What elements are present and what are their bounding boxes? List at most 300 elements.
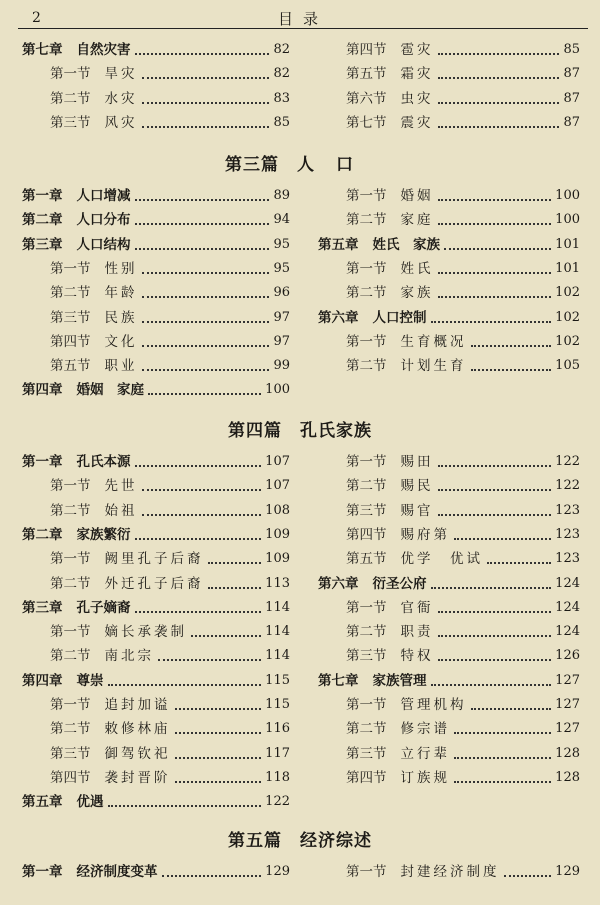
entry-title: 官衙 <box>400 599 434 616</box>
entry-number: 第七章 <box>318 672 359 689</box>
entry-label <box>50 622 187 642</box>
toc-section-entry <box>22 744 290 764</box>
block1-left-column <box>22 40 290 140</box>
entry-number: 第四节 <box>50 769 91 786</box>
leader-dots <box>438 465 552 467</box>
entry-page-number: 85 <box>563 42 580 57</box>
entry-label <box>50 308 138 328</box>
entry-label <box>346 525 450 545</box>
toc-chapter-entry <box>22 598 290 618</box>
toc-chapter-entry <box>22 525 290 545</box>
entry-title: 年龄 <box>104 285 138 302</box>
leader-dots <box>438 199 552 201</box>
entry-title: 优学 优试 <box>400 551 483 568</box>
toc-section-entry <box>22 476 290 496</box>
entry-page-number: 102 <box>555 285 580 301</box>
entry-page-number: 117 <box>265 745 290 761</box>
entry-page-number: 122 <box>265 794 290 810</box>
entry-label <box>50 744 171 764</box>
block3-left-column <box>22 452 290 817</box>
entry-number: 第二章 <box>22 526 63 543</box>
entry-page-number: 100 <box>555 188 580 203</box>
leader-dots <box>142 126 270 128</box>
toc-section-entry <box>22 574 290 594</box>
entry-title: 敕修林庙 <box>104 721 171 738</box>
toc-section-entry <box>22 768 290 788</box>
toc-section-entry <box>318 598 580 618</box>
entry-number: 第一章 <box>22 188 63 204</box>
leader-dots <box>175 732 262 734</box>
entry-label <box>346 283 434 303</box>
entry-label <box>346 768 450 788</box>
part-number: 第三篇 <box>225 155 279 175</box>
entry-number: 第二节 <box>50 575 91 592</box>
entry-page-number: 101 <box>555 236 580 252</box>
header-title: 目录 <box>277 10 328 28</box>
entry-number: 第二节 <box>346 478 387 495</box>
toc-section-entry <box>22 356 290 376</box>
entry-label <box>50 695 171 715</box>
toc-chapter-entry <box>22 210 290 230</box>
entry-title: 赐民 <box>400 478 434 495</box>
leader-dots <box>454 538 551 540</box>
leader-dots <box>438 77 560 79</box>
toc-section-entry <box>22 308 290 328</box>
leader-dots <box>208 587 262 589</box>
entry-title: 外迁孔子后裔 <box>104 575 204 592</box>
leader-dots <box>142 489 262 491</box>
leader-dots <box>135 465 262 467</box>
entry-label <box>346 113 434 133</box>
entry-label <box>50 768 171 788</box>
leader-dots <box>142 514 262 516</box>
entry-title: 计划生育 <box>400 358 467 375</box>
entry-title: 尊崇 <box>76 672 104 689</box>
leader-dots <box>438 126 560 128</box>
entry-label <box>346 719 450 739</box>
entry-page-number: 100 <box>265 382 290 398</box>
entry-page-number: 109 <box>265 551 290 567</box>
entry-page-number: 126 <box>555 648 580 664</box>
leader-dots <box>162 875 262 877</box>
entry-page-number: 122 <box>555 478 580 494</box>
entry-number: 第二章 <box>22 212 63 229</box>
entry-label <box>50 549 204 569</box>
entry-title: 封建经济制度 <box>400 864 500 880</box>
entry-page-number: 101 <box>555 260 580 276</box>
entry-page-number: 100 <box>555 212 580 228</box>
entry-label <box>346 332 467 352</box>
entry-page-number: 113 <box>265 575 290 591</box>
entry-page-number: 124 <box>555 624 580 640</box>
entry-label <box>50 646 154 666</box>
leader-dots <box>431 321 552 323</box>
entry-label <box>50 356 138 376</box>
entry-page-number: 122 <box>555 454 580 469</box>
entry-page-number: 107 <box>265 478 290 494</box>
toc-section-entry <box>318 622 580 642</box>
entry-label <box>346 64 434 84</box>
entry-title: 霜灾 <box>400 66 434 83</box>
leader-dots <box>108 805 262 807</box>
entry-label <box>346 476 434 496</box>
entry-label <box>50 113 138 133</box>
entry-label <box>346 40 434 60</box>
entry-title: 御驾钦祀 <box>104 745 171 762</box>
entry-number: 第二节 <box>50 648 91 665</box>
entry-title: 人口增减 <box>76 188 131 204</box>
entry-page-number: 108 <box>265 502 290 518</box>
entry-page-number: 127 <box>555 721 580 737</box>
entry-title: 追封加谥 <box>104 697 171 713</box>
entry-label <box>346 646 434 666</box>
part-heading-4 <box>0 416 600 441</box>
entry-label <box>346 744 450 764</box>
entry-page-number: 95 <box>273 260 290 276</box>
entry-number: 第一节 <box>346 697 387 713</box>
entry-page-number: 94 <box>273 212 290 228</box>
toc-chapter-entry <box>22 40 290 60</box>
entry-label <box>22 210 131 230</box>
entry-number: 第一节 <box>346 599 387 616</box>
entry-title: 文化 <box>104 333 138 350</box>
toc-section-entry <box>318 186 580 206</box>
leader-dots <box>438 53 560 55</box>
leader-dots <box>438 514 552 516</box>
entry-number: 第六节 <box>346 90 387 107</box>
toc-section-entry <box>318 40 580 60</box>
entry-page-number: 85 <box>273 114 290 130</box>
entry-title: 家族管理 <box>372 672 427 689</box>
entry-title: 姓氏 <box>400 260 434 277</box>
entry-number: 第六章 <box>318 309 359 326</box>
entry-page-number: 118 <box>265 769 290 785</box>
entry-label <box>22 792 104 812</box>
entry-title: 始祖 <box>104 502 138 519</box>
leader-dots <box>438 102 560 104</box>
entry-title: 先世 <box>104 478 138 495</box>
toc-chapter-entry <box>22 186 290 206</box>
leader-dots <box>438 223 552 225</box>
entry-label <box>22 525 131 545</box>
entry-title: 性别 <box>104 260 138 277</box>
toc-section-entry <box>318 89 580 109</box>
entry-title: 婚姻 家庭 <box>76 382 144 399</box>
entry-title: 震灾 <box>400 114 434 131</box>
entry-number: 第一节 <box>50 478 91 495</box>
entry-label <box>346 89 434 109</box>
entry-title: 嫡长承袭制 <box>104 624 187 641</box>
entry-number: 第三节 <box>346 745 387 762</box>
entry-title: 订族规 <box>400 769 450 786</box>
block4-left-column <box>22 862 290 886</box>
leader-dots <box>142 77 270 79</box>
entry-title: 赐田 <box>400 454 434 470</box>
entry-title: 旱灾 <box>104 66 138 83</box>
toc-chapter-entry <box>22 235 290 255</box>
entry-label <box>50 89 138 109</box>
toc-section-entry <box>318 64 580 84</box>
leader-dots <box>471 708 552 710</box>
entry-title: 民族 <box>104 309 138 326</box>
part-heading-3 <box>0 150 600 175</box>
leader-dots <box>158 659 261 661</box>
toc-section-entry <box>318 525 580 545</box>
toc-chapter-entry <box>318 235 580 255</box>
block2-left-column <box>22 186 290 406</box>
entry-page-number: 102 <box>555 309 580 325</box>
entry-page-number: 87 <box>563 66 580 82</box>
entry-title: 人口结构 <box>76 236 131 253</box>
entry-page-number: 115 <box>265 672 290 688</box>
toc-section-entry <box>318 501 580 521</box>
entry-page-number: 114 <box>265 624 290 640</box>
entry-number: 第一节 <box>346 260 387 277</box>
entry-number: 第一节 <box>346 188 387 204</box>
entry-title: 立行辈 <box>400 745 450 762</box>
entry-title: 自然灾害 <box>76 42 131 58</box>
entry-title: 衍圣公府 <box>372 575 427 592</box>
leader-dots <box>438 659 552 661</box>
leader-dots <box>142 272 270 274</box>
entry-title: 人口分布 <box>76 212 131 229</box>
leader-dots <box>135 199 270 201</box>
toc-section-entry <box>22 695 290 715</box>
toc-section-entry <box>318 768 580 788</box>
entry-label <box>22 452 131 472</box>
entry-number: 第五节 <box>346 66 387 83</box>
toc-section-entry <box>318 476 580 496</box>
leader-dots <box>142 296 270 298</box>
entry-number: 第三章 <box>22 236 63 253</box>
entry-label <box>346 695 467 715</box>
entry-label <box>346 186 434 206</box>
toc-section-entry <box>318 283 580 303</box>
part-title: 经济综述 <box>300 831 372 851</box>
toc-chapter-entry <box>318 574 580 594</box>
entry-number: 第二节 <box>50 285 91 302</box>
leader-dots <box>438 272 552 274</box>
entry-number: 第一节 <box>50 697 91 713</box>
entry-number: 第五章 <box>22 794 63 811</box>
leader-dots <box>142 345 270 347</box>
entry-number: 第一节 <box>50 260 91 277</box>
toc-section-entry <box>22 646 290 666</box>
toc-section-entry <box>22 501 290 521</box>
entry-number: 第七节 <box>346 114 387 131</box>
toc-chapter-entry <box>22 792 290 812</box>
entry-page-number: 114 <box>265 648 290 664</box>
entry-title: 孔子嫡裔 <box>76 599 131 616</box>
leader-dots <box>471 369 552 371</box>
entry-label <box>346 452 434 472</box>
toc-section-entry <box>22 259 290 279</box>
entry-number: 第五节 <box>346 551 387 568</box>
entry-number: 第二节 <box>346 212 387 229</box>
entry-title: 婚姻 <box>400 188 434 204</box>
toc-section-entry <box>318 210 580 230</box>
toc-section-entry <box>318 549 580 569</box>
toc-section-entry <box>318 695 580 715</box>
entry-page-number: 123 <box>555 551 580 567</box>
leader-dots <box>431 587 552 589</box>
leader-dots <box>142 321 270 323</box>
toc-section-entry <box>22 113 290 133</box>
entry-number: 第一节 <box>346 864 387 880</box>
entry-number: 第四节 <box>346 526 387 543</box>
toc-chapter-entry <box>22 452 290 472</box>
leader-dots <box>148 393 261 395</box>
entry-number: 第四章 <box>22 382 63 399</box>
entry-title: 经济制度变革 <box>76 864 158 880</box>
entry-number: 第二节 <box>50 721 91 738</box>
entry-label <box>50 259 138 279</box>
entry-number: 第一节 <box>50 66 91 83</box>
leader-dots <box>431 684 552 686</box>
entry-title: 管理机构 <box>400 697 467 713</box>
entry-label <box>318 308 427 328</box>
entry-page-number: 102 <box>555 333 580 349</box>
entry-label <box>50 574 204 594</box>
entry-number: 第四节 <box>346 769 387 786</box>
entry-number: 第五节 <box>50 358 91 375</box>
entry-number: 第六章 <box>318 575 359 592</box>
toc-section-entry <box>318 259 580 279</box>
page-header <box>18 6 588 29</box>
part-number: 第四篇 <box>228 421 282 441</box>
entry-number: 第七章 <box>22 42 63 58</box>
entry-number: 第三节 <box>346 648 387 665</box>
entry-number: 第三节 <box>50 745 91 762</box>
entry-title: 姓氏 家族 <box>372 236 440 253</box>
entry-number: 第一节 <box>50 624 91 641</box>
entry-page-number: 95 <box>273 236 290 252</box>
entry-page-number: 128 <box>555 745 580 761</box>
entry-label <box>50 719 171 739</box>
entry-title: 职业 <box>104 358 138 375</box>
toc-section-entry <box>22 549 290 569</box>
toc-section-entry <box>318 862 580 882</box>
entry-page-number: 123 <box>555 502 580 518</box>
entry-label <box>346 259 434 279</box>
entry-page-number: 87 <box>563 90 580 106</box>
block3-right-column <box>318 452 580 792</box>
entry-label <box>22 862 158 882</box>
entry-number: 第一章 <box>22 864 63 880</box>
entry-number: 第三节 <box>50 309 91 326</box>
entry-label <box>22 40 131 60</box>
toc-chapter-entry <box>22 862 290 882</box>
leader-dots <box>175 757 262 759</box>
entry-page-number: 124 <box>555 575 580 591</box>
entry-page-number: 87 <box>563 114 580 130</box>
toc-chapter-entry <box>318 308 580 328</box>
entry-title: 生育概况 <box>400 333 467 350</box>
leader-dots <box>142 369 270 371</box>
leader-dots <box>135 223 270 225</box>
entry-title: 南北宗 <box>104 648 154 665</box>
entry-page-number: 127 <box>555 672 580 688</box>
entry-label <box>22 235 131 255</box>
entry-label <box>22 671 104 691</box>
entry-page-number: 97 <box>273 309 290 325</box>
toc-section-entry <box>22 283 290 303</box>
entry-page-number: 114 <box>265 599 290 615</box>
leader-dots <box>208 562 262 564</box>
entry-label <box>346 598 434 618</box>
leader-dots <box>108 684 262 686</box>
entry-page-number: 82 <box>273 42 290 57</box>
entry-page-number: 109 <box>265 526 290 542</box>
entry-number: 第二节 <box>346 285 387 302</box>
toc-chapter-entry <box>22 671 290 691</box>
leader-dots <box>438 296 552 298</box>
entry-title: 袭封晋阶 <box>104 769 171 786</box>
entry-page-number: 96 <box>273 285 290 301</box>
entry-label <box>318 235 440 255</box>
leader-dots <box>135 53 270 55</box>
entry-number: 第二节 <box>50 502 91 519</box>
entry-label <box>22 598 131 618</box>
leader-dots <box>438 635 552 637</box>
entry-number: 第一章 <box>22 454 63 470</box>
entry-label <box>318 574 427 594</box>
toc-chapter-entry <box>22 380 290 400</box>
part-number: 第五篇 <box>228 831 282 851</box>
entry-label <box>50 64 138 84</box>
toc-section-entry <box>22 332 290 352</box>
entry-page-number: 83 <box>273 90 290 106</box>
entry-title: 修宗谱 <box>400 721 450 738</box>
entry-number: 第二节 <box>346 624 387 641</box>
entry-page-number: 124 <box>555 599 580 615</box>
entry-page-number: 115 <box>265 697 290 712</box>
entry-title: 优遇 <box>76 794 104 811</box>
part-title: 人口 <box>297 155 375 175</box>
entry-label <box>50 283 138 303</box>
entry-page-number: 123 <box>555 526 580 542</box>
entry-page-number: 128 <box>555 769 580 785</box>
toc-section-entry <box>318 356 580 376</box>
entry-number: 第一节 <box>346 454 387 470</box>
entry-title: 家庭 <box>400 212 434 229</box>
leader-dots <box>142 102 270 104</box>
leader-dots <box>175 708 262 710</box>
entry-title: 虫灾 <box>400 90 434 107</box>
entry-label <box>346 210 434 230</box>
leader-dots <box>438 489 552 491</box>
toc-section-entry <box>22 622 290 642</box>
leader-dots <box>504 875 552 877</box>
leader-dots <box>191 635 261 637</box>
entry-label <box>346 501 434 521</box>
entry-page-number: 129 <box>555 864 580 879</box>
entry-number: 第一节 <box>50 551 91 568</box>
toc-section-entry <box>22 719 290 739</box>
leader-dots <box>438 611 552 613</box>
entry-number: 第二节 <box>346 721 387 738</box>
entry-title: 阙里孔子后裔 <box>104 551 204 568</box>
entry-number: 第一节 <box>346 333 387 350</box>
leader-dots <box>175 781 262 783</box>
page-number: 2 <box>32 10 41 26</box>
entry-title: 职责 <box>400 624 434 641</box>
toc-section-entry <box>318 452 580 472</box>
entry-number: 第三节 <box>346 502 387 519</box>
entry-page-number: 127 <box>555 697 580 712</box>
toc-section-entry <box>22 64 290 84</box>
entry-title: 特权 <box>400 648 434 665</box>
